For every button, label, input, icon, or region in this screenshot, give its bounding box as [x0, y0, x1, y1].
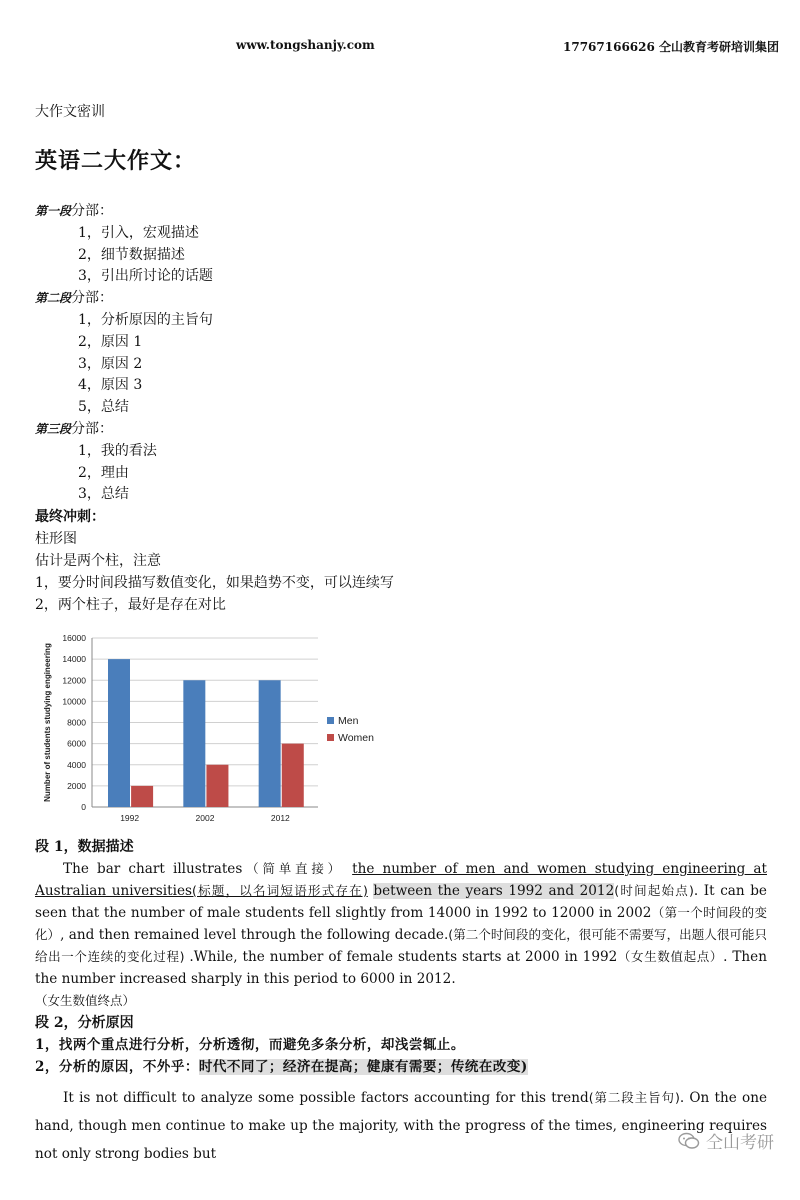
y-tick-label: 0: [81, 802, 86, 812]
para1-note: (第二个时间段的变化，很可能不需要写，出题人很可能只给出一个连续的变化过程): [35, 927, 767, 964]
section-1: [35, 201, 755, 288]
para1-note: (标题，以名词短语形式存在): [191, 883, 368, 898]
y-tick-label: 4000: [67, 759, 86, 770]
final-sprint: [35, 506, 755, 616]
watermark: [678, 1128, 774, 1153]
para1-s6: .While, the number of female students starts at 2000 in 1992: [184, 949, 618, 965]
y-tick-label: 14000: [62, 654, 86, 665]
para1-note: （女生数值起点）: [617, 949, 724, 964]
final-line: 1，要分时间段描写数值变化，如果趋势不变，可以连续写: [35, 575, 394, 592]
legend-label: Women: [338, 732, 374, 744]
para1-note: （简单直接）: [242, 861, 344, 876]
para1-s3: between the years 1992 and 2012: [373, 883, 615, 899]
para2-note: (第二段主旨句): [588, 1090, 680, 1105]
outline-item: 5，总结: [78, 399, 129, 416]
para1-note: （女生数值终点）: [35, 993, 136, 1008]
body-text: [35, 836, 767, 1168]
para1-body: [35, 858, 767, 1012]
para2-point2: [35, 1056, 767, 1078]
doc-subtitle: 大作文密训: [35, 104, 105, 120]
outline-item: 3，总结: [78, 486, 129, 503]
para1-note: (时间起始点): [614, 883, 694, 898]
section-2: [35, 288, 755, 419]
outline-item: 1，我的看法: [78, 442, 157, 459]
bar-men: [259, 680, 281, 807]
section-level: 第一段: [35, 204, 72, 218]
final-line: 2，两个柱子，最好是存在对比: [35, 597, 226, 614]
section-level: 第二段: [35, 291, 72, 306]
x-tick-label: 2012: [270, 813, 290, 823]
bar-men: [108, 659, 130, 807]
y-tick-label: 2000: [67, 780, 86, 791]
page-title: 英语二大作文：: [35, 148, 197, 174]
section-3: [35, 419, 755, 506]
section-suffix: 分部：: [71, 203, 114, 219]
wechat-icon: [678, 1132, 700, 1150]
para1-s5: , and then remained level through the following decade.: [60, 927, 449, 943]
outline: [35, 201, 755, 616]
outline-item: 1，引入，宏观描述: [78, 224, 199, 241]
outline-item: 3，原因 2: [78, 355, 143, 372]
point2-highlight: 时代不同了；经济在提高；健康有需要；传统在改变): [198, 1059, 528, 1075]
para2-point1: 1，找两个重点进行分析，分析透彻，而避免多条分析，却浅尝辄止。: [35, 1037, 465, 1053]
y-tick-label: 12000: [62, 675, 86, 686]
para1-heading: 段 1，数据描述: [35, 839, 134, 855]
outline-item: 1，分析原因的主旨句: [78, 311, 213, 328]
watermark-text: 仝山考研: [706, 1133, 774, 1153]
para2-s1: It is not difficult to analyze some possible factors accounting for this trend: [63, 1090, 589, 1106]
header-contact: 17767166626 仝山教育考研培训集团: [563, 40, 780, 54]
header-website: www.tongshanjy.com: [236, 38, 375, 52]
outline-item: 3，引出所讨论的话题: [78, 268, 213, 285]
para1-s1: The bar chart illustrates: [63, 861, 243, 877]
section-suffix: 分部：: [71, 420, 114, 437]
bar-women: [131, 786, 153, 807]
legend-swatch: [327, 717, 334, 724]
y-tick-label: 10000: [62, 696, 86, 707]
outline-item: 2，理由: [78, 464, 129, 481]
x-tick-label: 1992: [120, 813, 140, 823]
outline-item: 2，原因 1: [78, 333, 143, 350]
point2-lead: 2，分析的原因，不外乎：: [35, 1059, 199, 1075]
para2-s2: . On the one hand, though men continue to make up the majority, with the progress of the times, engineering requires not only strong bodies but: [35, 1090, 767, 1162]
para2-body: [35, 1084, 767, 1168]
legend-swatch: [327, 734, 334, 741]
bar-chart: [35, 625, 385, 825]
section-level: 第三段: [35, 421, 72, 436]
section-heading: [35, 288, 755, 310]
outline-item: 4，原因 3: [78, 377, 143, 394]
x-tick-label: 2002: [195, 813, 215, 823]
outline-item: 2，细节数据描述: [78, 246, 185, 263]
section-heading: [35, 419, 755, 441]
para1-s4: . It can be seen that the number of male students fell slightly from 14000 in 1992 to 12000 in 2002: [35, 883, 767, 921]
bar-women: [282, 744, 304, 807]
y-axis-title: Number of students studying engineering: [43, 643, 52, 802]
para1-note: （第一个时间段的变化）: [35, 905, 767, 942]
final-heading: 最终冲刺：: [35, 509, 105, 526]
para2-heading: 段 2，分析原因: [35, 1015, 134, 1031]
y-tick-label: 16000: [62, 633, 86, 643]
legend-label: Men: [338, 715, 359, 727]
final-line: 柱形图: [35, 531, 77, 548]
y-tick-label: 8000: [67, 717, 86, 728]
para1-s7: . Then the number increased sharply in this period to 6000 in 2012.: [35, 949, 767, 987]
y-tick-label: 6000: [67, 738, 86, 749]
para1-s2: the number of men and women studying engineering at Australian universities: [35, 861, 767, 899]
section-suffix: 分部：: [71, 290, 114, 307]
section-heading: [35, 201, 755, 223]
bar-women: [206, 765, 228, 807]
bar-men: [183, 680, 205, 807]
chart-svg: [35, 625, 385, 825]
final-line: 估计是两个柱，注意: [35, 553, 161, 570]
